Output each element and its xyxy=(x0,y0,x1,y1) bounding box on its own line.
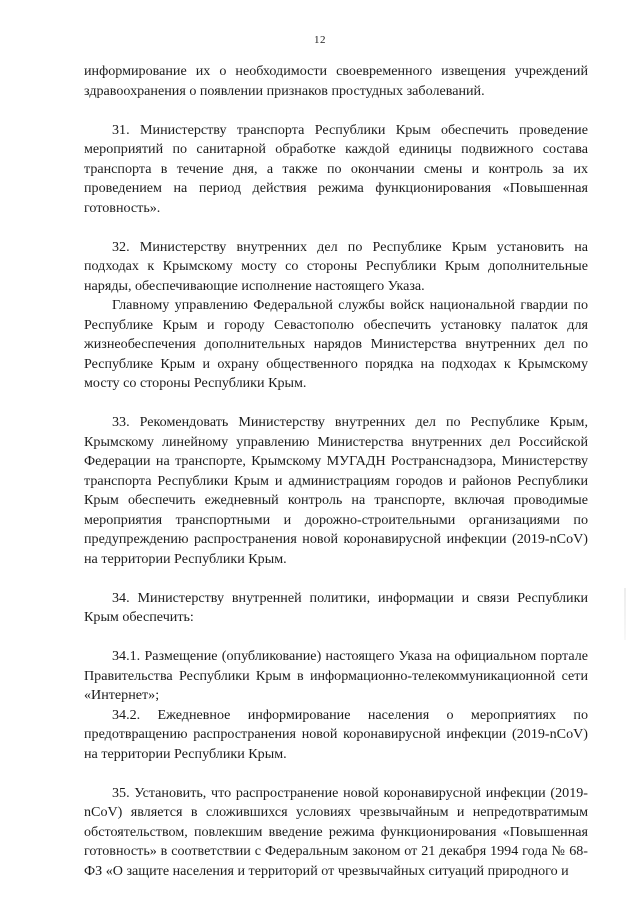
paragraph-32: 32. Министерству внутренних дел по Республике Крым установить на подходах к Крымскому мосту со стороны Республики Крым дополнительные наряды, обеспечивающие исполнение настоящего Указа. xyxy=(84,238,588,294)
paragraph-32-second: Главному управлению Федеральной службы войск национальной гвардии по Республике Крым и городу Севастополю обеспечить установку палаток для жизнеобеспечения дополнительных нарядов Министерства внутренних дел по Республике Крым и охрану общественного порядка на подходах к Крымскому мосту со стороны Республики Крым. xyxy=(84,297,588,391)
paragraph-31: 31. Министерству транспорта Республики Крым обеспечить проведение мероприятий по санитарной обработке каждой единицы подвижного состава транспорта в течение дня, а также по окончании смены и контроль за их проведением на период действия режима функционирования «Повышенная готовность». xyxy=(84,121,588,216)
paragraph-33: 33. Рекомендовать Министерству внутренних дел по Республике Крым, Крымскому линейному управлению Министерства внутренних дел Российской Федерации на транспорте, Крымскому МУГАДН Ространснадзора, Министерству транспорта Республики Крым и администрациям городов и районов Республики Крым обеспечить ежедневный контроль на транспорте, включая проводимые мероприятия транспортными и дорожно-строительными организациями по предупреждению распространения новой коронавирусной инфекции (2019-nCoV) на территории Республики Крым. xyxy=(84,414,588,567)
document-body xyxy=(84,62,588,881)
paragraph-35: 35. Установить, что распространение новой коронавирусной инфекции (2019-nCoV) является в сложившихся условиях чрезвычайным и непредотвратимым обстоятельством, повлекшим введение режима функционирования «Повышенная готовность» в соответствии с Федеральным законом от 21 декабря 1994 года № 68-ФЗ «О защите населения и территорий от чрезвычайных ситуаций природного и xyxy=(84,784,588,879)
paragraph-34: 34. Министерству внутренней политики, информации и связи Республики Крым обеспечить: xyxy=(84,589,588,625)
paragraph-34-1: 34.1. Размещение (опубликование) настоящего Указа на официальном портале Правительства Республики Крым в информационно-телекоммуникационной сети «Интернет»; xyxy=(84,648,588,703)
paragraph-34-2: 34.2. Ежедневное информирование населения о мероприятиях по предотвращению распространения новой коронавирусной инфекции (2019-nCoV) на территории Республики Крым. xyxy=(84,706,588,762)
page-number: 12 xyxy=(314,34,326,46)
scan-artifact xyxy=(624,588,626,640)
paragraph-30-continuation: информирование их о необходимости своевременного извещения учреждений здравоохранения о появлении признаков простудных заболеваний. xyxy=(84,63,588,99)
